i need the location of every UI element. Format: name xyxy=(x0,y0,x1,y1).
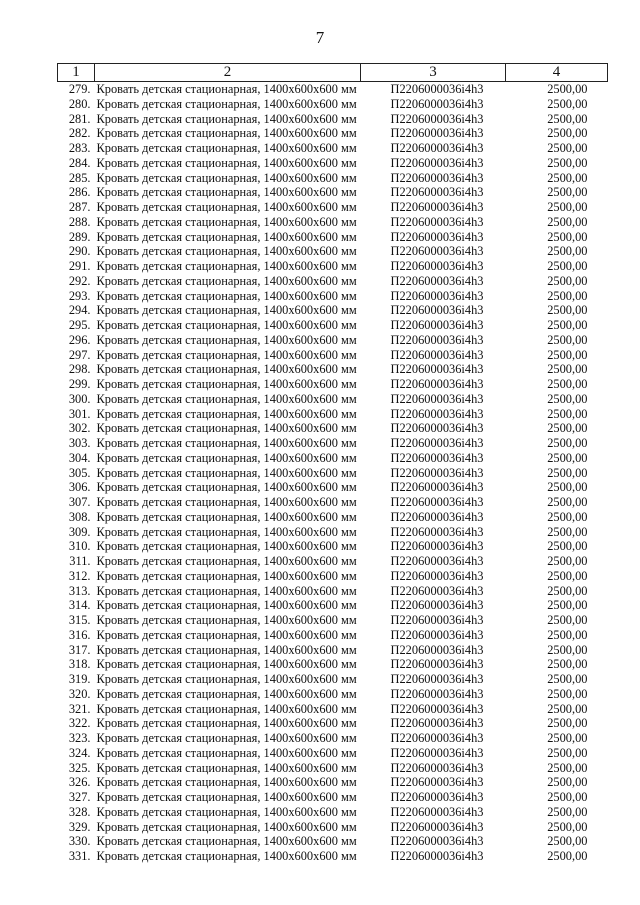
inventory-code: П2206000036i4h3 xyxy=(390,745,484,760)
item-price: 2500,00 xyxy=(547,627,588,642)
row-number: 311. xyxy=(69,554,91,568)
table-row xyxy=(58,259,608,274)
table-row xyxy=(58,584,608,599)
table-row xyxy=(58,436,608,451)
item-name: Кровать детская стационарная, 1400х600х600 мм xyxy=(96,598,357,613)
row-number: 286. xyxy=(68,185,91,200)
item-name: Кровать детская стационарная, 1400х600х600 мм xyxy=(96,627,357,642)
table-row xyxy=(58,126,608,141)
table-row xyxy=(58,849,608,864)
table-row xyxy=(58,451,608,466)
column-header-2: 2 xyxy=(95,64,361,82)
inventory-code: П2206000036i4h3 xyxy=(390,598,484,613)
item-price: 2500,00 xyxy=(547,185,588,200)
inventory-code: П2206000036i4h3 xyxy=(390,185,484,200)
inventory-code: П2206000036i4h3 xyxy=(390,524,484,539)
item-name: Кровать детская стационарная, 1400х600х600 мм xyxy=(96,642,357,657)
item-price: 2500,00 xyxy=(547,111,588,126)
item-price: 2500,00 xyxy=(547,642,588,657)
item-price: 2500,00 xyxy=(547,155,588,170)
page-number: 7 xyxy=(315,28,325,47)
item-name: Кровать детская стационарная, 1400х600х600 мм xyxy=(96,436,357,450)
item-name: Кровать детская стационарная, 1400х600х600 мм xyxy=(96,731,357,745)
item-price: 2500,00 xyxy=(547,701,588,716)
item-price: 2500,00 xyxy=(547,804,588,819)
item-price: 2500,00 xyxy=(547,406,588,421)
item-price: 2500,00 xyxy=(547,760,588,775)
item-name: Кровать детская стационарная, 1400х600х600 мм xyxy=(96,155,357,170)
item-price: 2500,00 xyxy=(547,775,588,790)
inventory-code: П2206000036i4h3 xyxy=(390,539,484,554)
row-number: 330. xyxy=(68,834,91,849)
item-name: Кровать детская стационарная, 1400х600х600 мм xyxy=(96,657,357,672)
table-row xyxy=(58,200,608,215)
item-price: 2500,00 xyxy=(547,465,588,480)
item-name: Кровать детская стационарная, 1400х600х600 мм xyxy=(96,849,357,863)
table-row xyxy=(58,702,608,717)
item-price: 2500,00 xyxy=(547,436,588,450)
item-name: Кровать детская стационарная, 1400х600х600 мм xyxy=(96,200,357,214)
row-number: 321. xyxy=(68,701,91,716)
table-row xyxy=(58,569,608,584)
row-number: 327. xyxy=(68,790,91,804)
inventory-code: П2206000036i4h3 xyxy=(390,200,484,214)
item-price: 2500,00 xyxy=(547,126,588,141)
row-number: 316. xyxy=(68,627,91,642)
row-number: 297. xyxy=(68,347,91,362)
inventory-code: П2206000036i4h3 xyxy=(390,613,484,627)
row-number: 324. xyxy=(68,745,91,760)
table-row xyxy=(58,687,608,702)
inventory-code: П2206000036i4h3 xyxy=(390,731,484,745)
table-row xyxy=(58,525,608,540)
item-price: 2500,00 xyxy=(547,731,588,745)
table-row xyxy=(58,775,608,790)
row-number: 313. xyxy=(68,583,91,598)
row-number: 317. xyxy=(68,642,91,657)
item-name: Кровать детская стационарная, 1400х600х600 мм xyxy=(96,111,357,126)
inventory-code: П2206000036i4h3 xyxy=(390,111,484,126)
column-header-1: 1 xyxy=(58,64,95,82)
item-name: Кровать детская стационарная, 1400х600х600 мм xyxy=(96,214,357,229)
row-number: 307. xyxy=(68,495,91,509)
item-name: Кровать детская стационарная, 1400х600х600 мм xyxy=(96,760,357,775)
inventory-code: П2206000036i4h3 xyxy=(390,362,484,377)
item-price: 2500,00 xyxy=(547,834,588,849)
item-price: 2500,00 xyxy=(547,362,588,377)
item-name: Кровать детская стационарная, 1400х600х600 мм xyxy=(96,450,357,465)
item-name: Кровать детская стационарная, 1400х600х600 мм xyxy=(96,303,357,318)
inventory-code: П2206000036i4h3 xyxy=(390,332,484,347)
table-row xyxy=(58,643,608,658)
item-name: Кровать детская стационарная, 1400х600х600 мм xyxy=(96,701,357,716)
inventory-code: П2206000036i4h3 xyxy=(390,450,484,465)
inventory-code: П2206000036i4h3 xyxy=(390,775,484,790)
row-number: 302. xyxy=(68,421,91,436)
item-name: Кровать детская стационарная, 1400х600х600 мм xyxy=(96,465,357,480)
row-number: 305. xyxy=(68,465,91,480)
item-name: Кровать детская стационарная, 1400х600х600 мм xyxy=(96,804,357,819)
item-name: Кровать детская стационарная, 1400х600х600 мм xyxy=(96,126,357,141)
item-price: 2500,00 xyxy=(547,303,588,318)
table-row xyxy=(58,348,608,363)
row-number: 281. xyxy=(68,111,91,126)
item-price: 2500,00 xyxy=(547,819,588,834)
item-price: 2500,00 xyxy=(547,554,588,568)
item-name: Кровать детская стационарная, 1400х600х600 мм xyxy=(96,686,357,701)
table-row xyxy=(58,362,608,377)
table-row xyxy=(58,274,608,289)
inventory-code: П2206000036i4h3 xyxy=(390,288,484,303)
table-row xyxy=(58,657,608,672)
item-name: Кровать детская стационарная, 1400х600х600 мм xyxy=(96,745,357,760)
item-price: 2500,00 xyxy=(547,377,588,391)
row-number: 304. xyxy=(68,450,91,465)
item-price: 2500,00 xyxy=(547,686,588,701)
inventory-code: П2206000036i4h3 xyxy=(390,804,484,819)
table-row xyxy=(58,731,608,746)
item-name: Кровать детская стационарная, 1400х600х600 мм xyxy=(96,288,357,303)
inventory-code: П2206000036i4h3 xyxy=(390,509,484,524)
row-number: 294. xyxy=(68,303,91,318)
item-price: 2500,00 xyxy=(547,524,588,539)
table-row xyxy=(58,392,608,407)
table-row xyxy=(58,539,608,554)
row-number: 285. xyxy=(68,170,91,185)
row-number: 309. xyxy=(68,524,91,539)
row-number: 299. xyxy=(68,377,91,391)
row-number: 290. xyxy=(68,244,91,259)
inventory-code: П2206000036i4h3 xyxy=(390,657,484,672)
table-row xyxy=(58,466,608,481)
item-name: Кровать детская стационарная, 1400х600х600 мм xyxy=(96,318,357,332)
inventory-code: П2206000036i4h3 xyxy=(390,303,484,318)
row-number: 312. xyxy=(68,568,91,583)
item-name: Кровать детская стационарная, 1400х600х600 мм xyxy=(96,775,357,790)
item-name: Кровать детская стационарная, 1400х600х600 мм xyxy=(96,362,357,377)
item-name: Кровать детская стационарная, 1400х600х600 мм xyxy=(96,583,357,598)
item-price: 2500,00 xyxy=(547,141,588,155)
table-row xyxy=(58,421,608,436)
item-name: Кровать детская стационарная, 1400х600х600 мм xyxy=(96,332,357,347)
item-name: Кровать детская стационарная, 1400х600х600 мм xyxy=(96,524,357,539)
item-name: Кровать детская стационарная, 1400х600х600 мм xyxy=(96,273,357,288)
table-row xyxy=(58,598,608,613)
row-number: 287. xyxy=(68,200,91,214)
row-number: 331. xyxy=(68,849,91,863)
inventory-code: П2206000036i4h3 xyxy=(390,391,484,406)
item-name: Кровать детская стационарная, 1400х600х600 мм xyxy=(96,421,357,436)
row-number: 279. xyxy=(68,82,91,96)
item-price: 2500,00 xyxy=(547,583,588,598)
inventory-code: П2206000036i4h3 xyxy=(390,273,484,288)
row-number: 328. xyxy=(68,804,91,819)
inventory-code: П2206000036i4h3 xyxy=(390,834,484,849)
inventory-code: П2206000036i4h3 xyxy=(390,672,484,686)
row-number: 322. xyxy=(68,716,91,731)
item-price: 2500,00 xyxy=(547,421,588,436)
item-name: Кровать детская стационарная, 1400х600х600 мм xyxy=(96,229,357,244)
item-price: 2500,00 xyxy=(547,332,588,347)
item-price: 2500,00 xyxy=(547,273,588,288)
inventory-code: П2206000036i4h3 xyxy=(390,436,484,450)
inventory-code: П2206000036i4h3 xyxy=(390,170,484,185)
item-price: 2500,00 xyxy=(547,745,588,760)
inventory-code: П2206000036i4h3 xyxy=(390,82,484,96)
inventory-code: П2206000036i4h3 xyxy=(390,554,484,568)
inventory-code: П2206000036i4h3 xyxy=(390,627,484,642)
column-header-3: 3 xyxy=(361,64,506,82)
table-row xyxy=(58,377,608,392)
inventory-code: П2206000036i4h3 xyxy=(390,229,484,244)
item-price: 2500,00 xyxy=(547,509,588,524)
table-row xyxy=(58,303,608,318)
row-number: 323. xyxy=(68,731,91,745)
item-price: 2500,00 xyxy=(547,568,588,583)
table-row xyxy=(58,97,608,112)
inventory-code: П2206000036i4h3 xyxy=(390,465,484,480)
row-number: 292. xyxy=(68,273,91,288)
inventory-code: П2206000036i4h3 xyxy=(390,377,484,391)
table-row xyxy=(58,185,608,200)
item-name: Кровать детская стационарная, 1400х600х600 мм xyxy=(96,834,357,849)
inventory-code: П2206000036i4h3 xyxy=(390,214,484,229)
row-number: 288. xyxy=(68,214,91,229)
inventory-code: П2206000036i4h3 xyxy=(390,790,484,804)
item-name: Кровать детская стационарная, 1400х600х600 мм xyxy=(96,495,357,509)
inventory-code: П2206000036i4h3 xyxy=(390,155,484,170)
item-name: Кровать детская стационарная, 1400х600х600 мм xyxy=(96,244,357,259)
item-name: Кровать детская стационарная, 1400х600х600 мм xyxy=(96,554,357,568)
table-body xyxy=(58,82,608,864)
item-price: 2500,00 xyxy=(547,229,588,244)
table-row xyxy=(58,510,608,525)
item-price: 2500,00 xyxy=(547,347,588,362)
row-number: 293. xyxy=(68,288,91,303)
table-row xyxy=(58,318,608,333)
item-price: 2500,00 xyxy=(547,96,588,111)
row-number: 326. xyxy=(68,775,91,790)
item-name: Кровать детская стационарная, 1400х600х600 мм xyxy=(96,185,357,200)
item-price: 2500,00 xyxy=(547,450,588,465)
row-number: 295. xyxy=(68,318,91,332)
item-name: Кровать детская стационарная, 1400х600х600 мм xyxy=(96,96,357,111)
item-price: 2500,00 xyxy=(547,259,588,273)
item-price: 2500,00 xyxy=(547,790,588,804)
table-row xyxy=(58,480,608,495)
item-price: 2500,00 xyxy=(547,657,588,672)
item-name: Кровать детская стационарная, 1400х600х600 мм xyxy=(96,377,357,391)
table-row xyxy=(58,790,608,805)
item-name: Кровать детская стационарная, 1400х600х600 мм xyxy=(96,480,357,495)
table-row xyxy=(58,834,608,849)
row-number: 325. xyxy=(68,760,91,775)
column-header-4: 4 xyxy=(506,64,608,82)
inventory-code: П2206000036i4h3 xyxy=(390,686,484,701)
inventory-code: П2206000036i4h3 xyxy=(390,96,484,111)
row-number: 329. xyxy=(68,819,91,834)
item-name: Кровать детская стационарная, 1400х600х600 мм xyxy=(96,613,357,627)
table-header-row xyxy=(58,64,608,82)
item-name: Кровать детская стационарная, 1400х600х600 мм xyxy=(96,672,357,686)
row-number: 283. xyxy=(68,141,91,155)
row-number: 301. xyxy=(68,406,91,421)
inventory-code: П2206000036i4h3 xyxy=(390,318,484,332)
item-price: 2500,00 xyxy=(547,82,588,96)
row-number: 306. xyxy=(68,480,91,495)
inventory-code: П2206000036i4h3 xyxy=(390,347,484,362)
table-row xyxy=(58,244,608,259)
inventory-code: П2206000036i4h3 xyxy=(390,480,484,495)
inventory-code: П2206000036i4h3 xyxy=(390,716,484,731)
table-row xyxy=(58,289,608,304)
item-name: Кровать детская стационарная, 1400х600х600 мм xyxy=(96,141,357,155)
inventory-code: П2206000036i4h3 xyxy=(390,642,484,657)
item-price: 2500,00 xyxy=(547,598,588,613)
inventory-code: П2206000036i4h3 xyxy=(390,244,484,259)
inventory-code: П2206000036i4h3 xyxy=(390,421,484,436)
item-price: 2500,00 xyxy=(547,849,588,863)
inventory-code: П2206000036i4h3 xyxy=(390,760,484,775)
row-number: 310. xyxy=(68,539,91,554)
item-price: 2500,00 xyxy=(547,318,588,332)
item-price: 2500,00 xyxy=(547,170,588,185)
item-name: Кровать детская стационарная, 1400х600х600 мм xyxy=(96,391,357,406)
table-row xyxy=(58,746,608,761)
item-name: Кровать детская стационарная, 1400х600х600 мм xyxy=(96,819,357,834)
row-number: 282. xyxy=(68,126,91,141)
table-row xyxy=(58,761,608,776)
table-row xyxy=(58,613,608,628)
inventory-table xyxy=(57,63,608,864)
item-price: 2500,00 xyxy=(547,288,588,303)
table-row xyxy=(58,333,608,348)
item-price: 2500,00 xyxy=(547,480,588,495)
item-name: Кровать детская стационарная, 1400х600х600 мм xyxy=(96,170,357,185)
table-row xyxy=(58,112,608,127)
inventory-code: П2206000036i4h3 xyxy=(390,126,484,141)
row-number: 298. xyxy=(68,362,91,377)
table-row xyxy=(58,628,608,643)
table-row xyxy=(58,407,608,422)
item-name: Кровать детская стационарная, 1400х600х600 мм xyxy=(96,347,357,362)
item-price: 2500,00 xyxy=(547,214,588,229)
table-row xyxy=(58,82,608,97)
table-row xyxy=(58,820,608,835)
inventory-code: П2206000036i4h3 xyxy=(390,141,484,155)
inventory-code: П2206000036i4h3 xyxy=(390,701,484,716)
item-name: Кровать детская стационарная, 1400х600х600 мм xyxy=(96,539,357,554)
row-number: 284. xyxy=(68,155,91,170)
inventory-code: П2206000036i4h3 xyxy=(390,259,484,273)
inventory-code: П2206000036i4h3 xyxy=(390,819,484,834)
item-price: 2500,00 xyxy=(547,391,588,406)
row-number: 320. xyxy=(68,686,91,701)
table-row xyxy=(58,171,608,186)
item-price: 2500,00 xyxy=(547,613,588,627)
item-name: Кровать детская стационарная, 1400х600х600 мм xyxy=(96,568,357,583)
table-row xyxy=(58,230,608,245)
row-number: 319. xyxy=(68,672,91,686)
row-number: 300. xyxy=(68,391,91,406)
item-price: 2500,00 xyxy=(547,244,588,259)
table-row xyxy=(58,141,608,156)
inventory-code: П2206000036i4h3 xyxy=(390,406,484,421)
table-row xyxy=(58,215,608,230)
inventory-code: П2206000036i4h3 xyxy=(390,495,484,509)
item-price: 2500,00 xyxy=(547,539,588,554)
inventory-code: П2206000036i4h3 xyxy=(390,568,484,583)
item-name: Кровать детская стационарная, 1400х600х600 мм xyxy=(96,716,357,731)
inventory-code: П2206000036i4h3 xyxy=(390,849,484,863)
table-row xyxy=(58,554,608,569)
item-price: 2500,00 xyxy=(547,200,588,214)
row-number: 315. xyxy=(68,613,91,627)
item-name: Кровать детская стационарная, 1400х600х600 мм xyxy=(96,790,357,804)
item-name: Кровать детская стационарная, 1400х600х600 мм xyxy=(96,406,357,421)
table-row xyxy=(58,805,608,820)
table-row xyxy=(58,156,608,171)
row-number: 280. xyxy=(68,96,91,111)
item-price: 2500,00 xyxy=(547,495,588,509)
row-number: 291. xyxy=(68,259,91,273)
item-price: 2500,00 xyxy=(547,672,588,686)
item-name: Кровать детская стационарная, 1400х600х600 мм xyxy=(96,82,357,96)
table-row xyxy=(58,672,608,687)
row-number: 289. xyxy=(68,229,91,244)
row-number: 318. xyxy=(68,657,91,672)
inventory-code: П2206000036i4h3 xyxy=(390,583,484,598)
item-name: Кровать детская стационарная, 1400х600х600 мм xyxy=(96,259,357,273)
row-number: 303. xyxy=(68,436,91,450)
row-number: 296. xyxy=(68,332,91,347)
table-row xyxy=(58,495,608,510)
item-name: Кровать детская стационарная, 1400х600х600 мм xyxy=(96,509,357,524)
row-number: 308. xyxy=(68,509,91,524)
item-price: 2500,00 xyxy=(547,716,588,731)
table-row xyxy=(58,716,608,731)
row-number: 314. xyxy=(68,598,91,613)
